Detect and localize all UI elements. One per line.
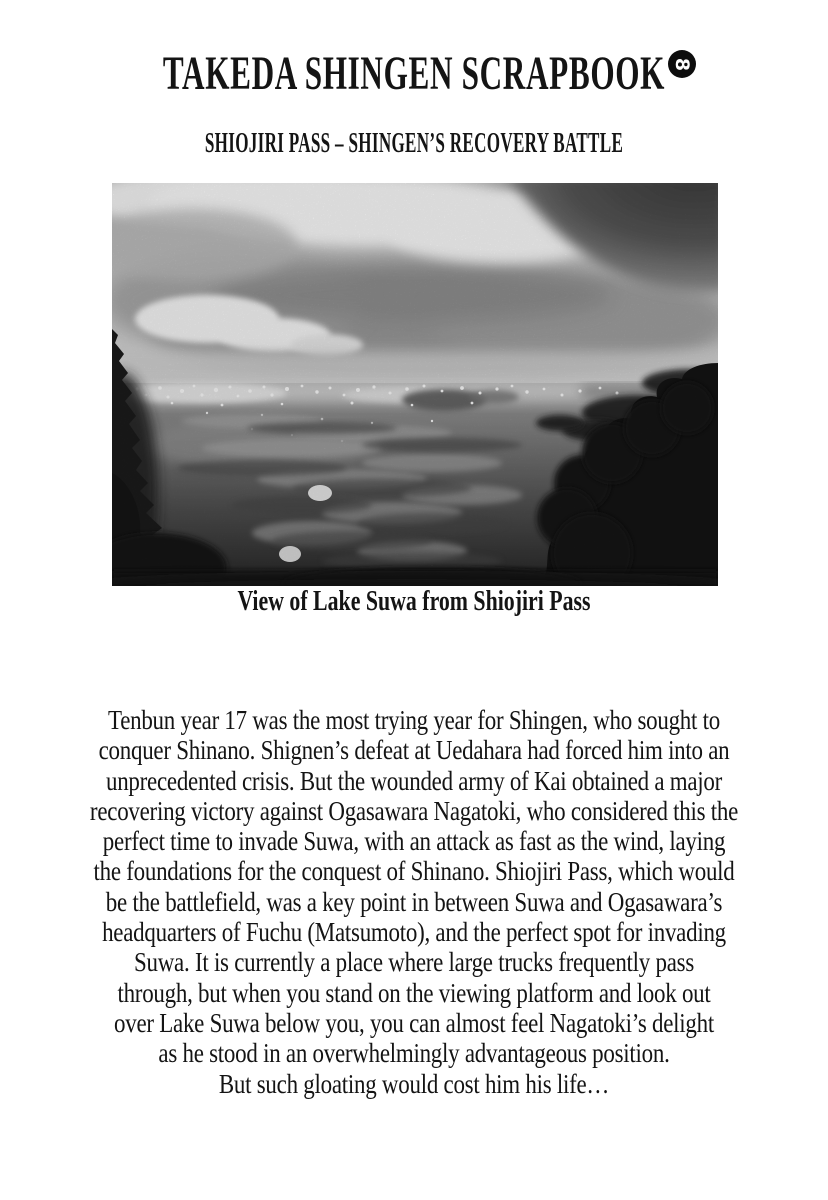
lake-suwa-photo bbox=[112, 183, 718, 586]
body-line: perfect time to invade Suwa, with an attack as fast as the wind, laying bbox=[102, 826, 726, 857]
body-line: But such gloating would cost him his life… bbox=[218, 1068, 610, 1099]
body-line: be the battlefield, was a key point in between Suwa and Ogasawara’s bbox=[105, 886, 723, 917]
body-line: the foundations for the conquest of Shinano. Shiojiri Pass, which would bbox=[93, 856, 735, 887]
body-line: unprecedented crisis. But the wounded army of Kai obtained a major bbox=[105, 765, 723, 796]
page-title-row bbox=[145, 46, 683, 101]
body-line: through, but when you stand on the viewing platform and look out bbox=[117, 977, 711, 1008]
photo-caption-row bbox=[91, 586, 737, 618]
body-line: Suwa. It is currently a place where large trucks frequently pass bbox=[134, 947, 694, 978]
photo-caption: View of Lake Suwa from Shiojiri Pass bbox=[237, 586, 591, 617]
page-subtitle-row bbox=[161, 128, 666, 160]
page-title: TAKEDA SHINGEN SCRAPBOOK bbox=[162, 47, 666, 100]
body-line: Tenbun year 17 was the most trying year for Shingen, who sought to bbox=[108, 705, 720, 735]
volume-badge bbox=[668, 50, 696, 78]
body-paragraph bbox=[62, 705, 766, 1099]
body-line: over Lake Suwa below you, you can almost feel Nagatoki’s delight bbox=[114, 1007, 714, 1038]
body-line: recovering victory against Ogasawara Nagatoki, who considered this the bbox=[89, 795, 739, 826]
volume-number: 8 bbox=[671, 57, 694, 71]
body-line: conquer Shinano. Shignen’s defeat at Uedahara had forced him into an bbox=[98, 735, 730, 766]
body-line: as he stood in an overwhelmingly advantageous position. bbox=[158, 1038, 670, 1069]
body-line: headquarters of Fuchu (Matsumoto), and the perfect spot for invading bbox=[102, 917, 726, 948]
page-subtitle: SHIOJIRI PASS – SHINGEN’S RECOVERY BATTLE bbox=[204, 128, 624, 159]
